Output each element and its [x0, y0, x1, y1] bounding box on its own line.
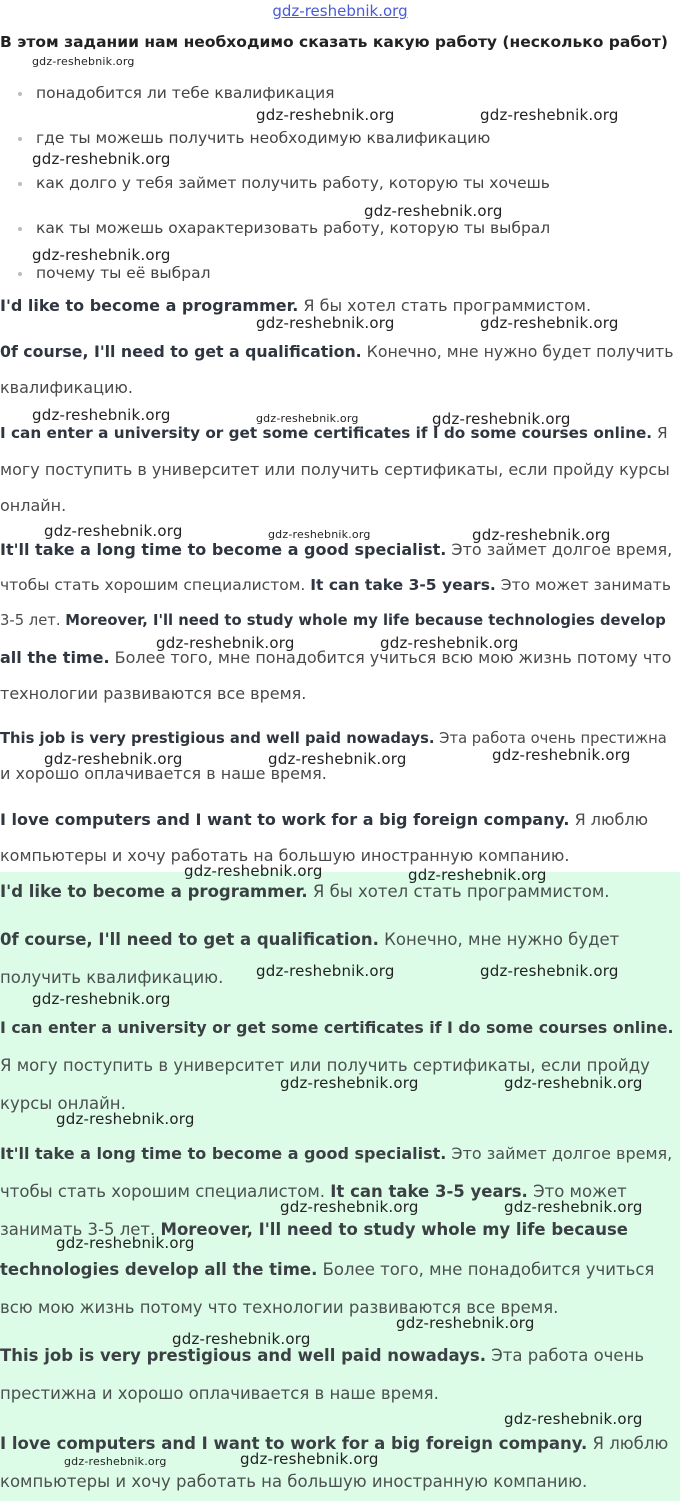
text-line — [0, 378, 133, 397]
translation-text: Я люблю — [587, 1434, 669, 1453]
text-line — [0, 1384, 439, 1403]
bullet-icon — [18, 92, 22, 96]
text-line — [0, 684, 306, 703]
translation-text: занимать 3-5 лет. — [0, 1220, 161, 1239]
bullet-icon — [18, 227, 22, 231]
watermark: gdz-reshebnik.org — [64, 1455, 167, 1468]
translation-text: Это может — [527, 1182, 627, 1201]
watermark: gdz-reshebnik.org — [380, 634, 519, 652]
translation-text: Это займет долгое время, — [446, 540, 673, 559]
watermark: gdz-reshebnik.org — [396, 1314, 535, 1332]
watermark: gdz-reshebnik.org — [256, 314, 395, 332]
watermark: gdz-reshebnik.org — [32, 990, 171, 1008]
text-line — [0, 730, 667, 747]
english-sentence: This job is very prestigious and well paid nowadays. — [0, 730, 435, 747]
text-line — [0, 1472, 587, 1491]
translation-text: Я бы хотел стать программистом. — [307, 882, 610, 901]
intro-text: В этом задании нам необходимо сказать какую работу (несколько работ) — [0, 33, 668, 51]
watermark: gdz-reshebnik.org — [44, 750, 183, 768]
translation-text: Более того, мне понадобится учиться — [317, 1260, 655, 1279]
english-sentence: all the time. — [0, 648, 110, 667]
watermark: gdz-reshebnik.org — [280, 1074, 419, 1092]
translation-text: Я — [652, 424, 668, 442]
watermark: gdz-reshebnik.org — [432, 410, 571, 428]
translation-text: Я бы хотел стать программистом. — [298, 296, 592, 315]
translation-text: компьютеры и хочу работать на большую иностранную компанию. — [0, 846, 570, 865]
text-line — [0, 968, 223, 987]
watermark: gdz-reshebnik.org — [240, 1450, 379, 1468]
text-line — [0, 1018, 673, 1037]
watermark: gdz-reshebnik.org — [32, 406, 171, 424]
text-line — [0, 1056, 650, 1075]
watermark: gdz-reshebnik.org — [364, 202, 503, 220]
text-line — [0, 1260, 654, 1279]
translation-text: и хорошо оплачивается в наше время. — [0, 764, 327, 783]
translation-text: Это может занимать — [495, 576, 671, 594]
watermark: gdz-reshebnik.org — [492, 746, 631, 764]
translation-text: квалификацию. — [0, 378, 133, 397]
english-sentence: Moreover, I'll need to study whole my life because — [160, 1220, 628, 1239]
text-line — [0, 496, 66, 515]
translation-text: Эта работа очень — [486, 1346, 645, 1365]
watermark: gdz-reshebnik.org — [32, 150, 171, 168]
watermark: gdz-reshebnik.org — [504, 1410, 643, 1428]
translation-text: Конечно, мне нужно будет получить — [361, 342, 674, 361]
translation-text: онлайн. — [0, 496, 67, 515]
text-line — [0, 342, 673, 361]
site-link[interactable]: gdz-reshebnik.org — [272, 2, 408, 20]
translation-text: могу поступить в университет или получить сертификаты, если пройду курсы — [0, 460, 670, 479]
bullet-icon — [18, 182, 22, 186]
english-sentence: It can take 3-5 years. — [330, 1182, 528, 1201]
english-sentence: I'd like to become a programmer. — [0, 882, 308, 901]
english-sentence: It can take 3-5 years. — [310, 576, 496, 594]
text-line — [0, 648, 671, 667]
text-line — [0, 612, 666, 629]
text-line — [0, 1346, 644, 1365]
translation-text: Это займет долгое время, — [446, 1144, 673, 1163]
text-line — [0, 1144, 672, 1163]
translation-text: получить квалификацию. — [0, 968, 224, 987]
translation-text: 3-5 лет. — [0, 612, 66, 629]
text-line — [0, 296, 591, 315]
watermark: gdz-reshebnik.org — [256, 412, 359, 425]
english-sentence: It'll take a long time to become a good specialist. — [0, 540, 447, 559]
translation-text: Более того, мне понадобится учиться всю мою жизнь потому что — [109, 648, 672, 667]
watermark: gdz-reshebnik.org — [280, 1198, 419, 1216]
translation-text: всю мою жизнь потому что технологии развиваются все время. — [0, 1298, 559, 1317]
watermark: gdz-reshebnik.org — [480, 314, 619, 332]
watermark: gdz-reshebnik.org — [156, 634, 295, 652]
watermark: gdz-reshebnik.org — [56, 1234, 195, 1252]
english-sentence: I love computers and I want to work for a big foreign company. — [0, 810, 570, 829]
english-sentence: This job is very prestigious and well paid nowadays. — [0, 1346, 487, 1365]
translation-text: курсы онлайн. — [0, 1094, 126, 1113]
translation-text: технологии развиваются все время. — [0, 684, 307, 703]
bullet-icon — [18, 272, 22, 276]
text-line — [0, 810, 648, 829]
text-line — [0, 882, 610, 901]
bullet-icon — [18, 137, 22, 141]
watermark: gdz-reshebnik.org — [472, 526, 611, 544]
watermark: gdz-reshebnik.org — [504, 1198, 643, 1216]
translation-text: чтобы стать хорошим специалистом. — [0, 1182, 331, 1201]
watermark: gdz-reshebnik.org — [480, 962, 619, 980]
english-sentence: technologies develop all the time. — [0, 1260, 318, 1279]
translation-text: компьютеры и хочу работать на большую иностранную компанию. — [0, 1472, 588, 1491]
watermark: gdz-reshebnik.org — [480, 106, 619, 124]
watermark: gdz-reshebnik.org — [56, 1110, 195, 1128]
english-sentence: I can enter a university or get some certificates if I do some courses online. — [0, 1018, 674, 1037]
watermark: gdz-reshebnik.org — [268, 528, 371, 541]
watermark: gdz-reshebnik.org — [268, 750, 407, 768]
watermark: gdz-reshebnik.org — [44, 522, 183, 540]
english-sentence: I love computers and I want to work for a big foreign company. — [0, 1434, 588, 1453]
english-sentence: It'll take a long time to become a good specialist. — [0, 1144, 447, 1163]
translation-text: Эта работа очень престижна — [434, 730, 667, 747]
watermark: gdz-reshebnik.org — [32, 246, 171, 264]
text-line — [0, 930, 619, 949]
english-sentence: I can enter a university or get some certificates if I do some courses online. — [0, 424, 653, 442]
watermark: gdz-reshebnik.org — [408, 866, 547, 884]
text-line — [0, 460, 670, 479]
watermark: gdz-reshebnik.org — [256, 106, 395, 124]
text-line — [0, 576, 671, 594]
watermark: gdz-reshebnik.org — [256, 962, 395, 980]
translation-text: Конечно, мне нужно будет — [378, 930, 620, 949]
watermark: gdz-reshebnik.org — [184, 862, 323, 880]
english-sentence: I'd like to become a programmer. — [0, 296, 299, 315]
watermark: gdz-reshebnik.org — [32, 55, 135, 68]
watermark: gdz-reshebnik.org — [172, 1330, 311, 1348]
translation-text: Я люблю — [569, 810, 649, 829]
translation-text: чтобы стать хорошим специалистом. — [0, 576, 311, 594]
english-sentence: Moreover, I'll need to study whole my life because technologies develop — [65, 612, 666, 629]
translation-text: престижна и хорошо оплачивается в наше время. — [0, 1384, 439, 1403]
watermark: gdz-reshebnik.org — [504, 1074, 643, 1092]
english-sentence: 0f course, I'll need to get a qualification. — [0, 930, 379, 949]
translation-text: Я могу поступить в университет или получить сертификаты, если пройду — [0, 1056, 650, 1075]
english-sentence: 0f course, I'll need to get a qualification. — [0, 342, 362, 361]
